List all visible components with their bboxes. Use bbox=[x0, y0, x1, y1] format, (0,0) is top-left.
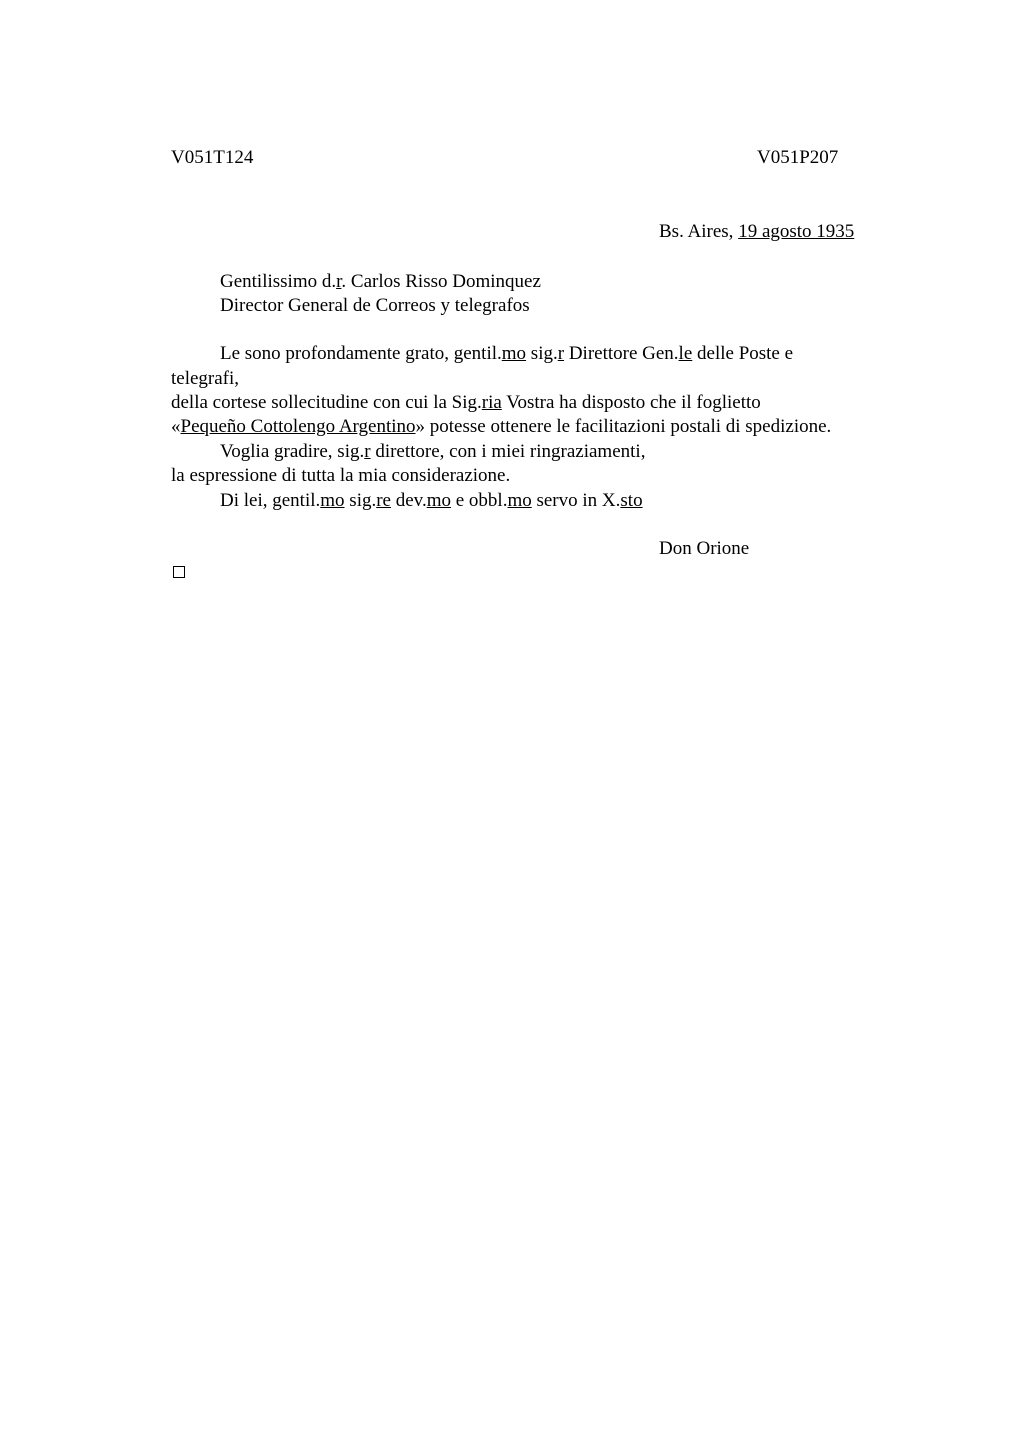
addressee-line-1: Gentilissimo d.r. Carlos Risso Dominquez bbox=[220, 271, 541, 292]
body-paragraph-2-line-2: la espressione di tutta la mia considerazione. bbox=[171, 465, 511, 486]
document-code-left: V051T124 bbox=[171, 147, 254, 168]
addressee-line-2: Director General de Correos y telegrafos bbox=[220, 295, 530, 316]
dateline-place: Bs. Aires, bbox=[659, 221, 739, 242]
dateline bbox=[659, 220, 854, 244]
dateline-date: 19 agosto 1935 bbox=[738, 221, 855, 242]
closing-line: Di lei, gentil.mo sig.re dev.mo e obbl.mo servo in X.sto bbox=[220, 490, 643, 511]
body-paragraph-1-line-2: telegrafi, bbox=[171, 368, 240, 389]
body-paragraph-2-line-1: Voglia gradire, sig.r direttore, con i miei ringraziamenti, bbox=[220, 441, 646, 462]
document-code-right: V051P207 bbox=[757, 147, 839, 168]
publication-title: Pequeño Cottolengo Argentino bbox=[180, 416, 416, 437]
body-paragraph-1-line-1: Le sono profondamente grato, gentil.mo sig.r Direttore Gen.le delle Poste e bbox=[220, 343, 794, 364]
body-paragraph-1-line-4: «Pequeño Cottolengo Argentino» potesse ottenere le facilitazioni postali di spedizione. bbox=[171, 416, 832, 437]
body-paragraph-1-line-3: della cortese sollecitudine con cui la Sig.ria Vostra ha disposto che il foglietto bbox=[171, 392, 761, 413]
signature: Don Orione bbox=[659, 538, 750, 559]
checkbox-square-icon bbox=[173, 566, 185, 578]
